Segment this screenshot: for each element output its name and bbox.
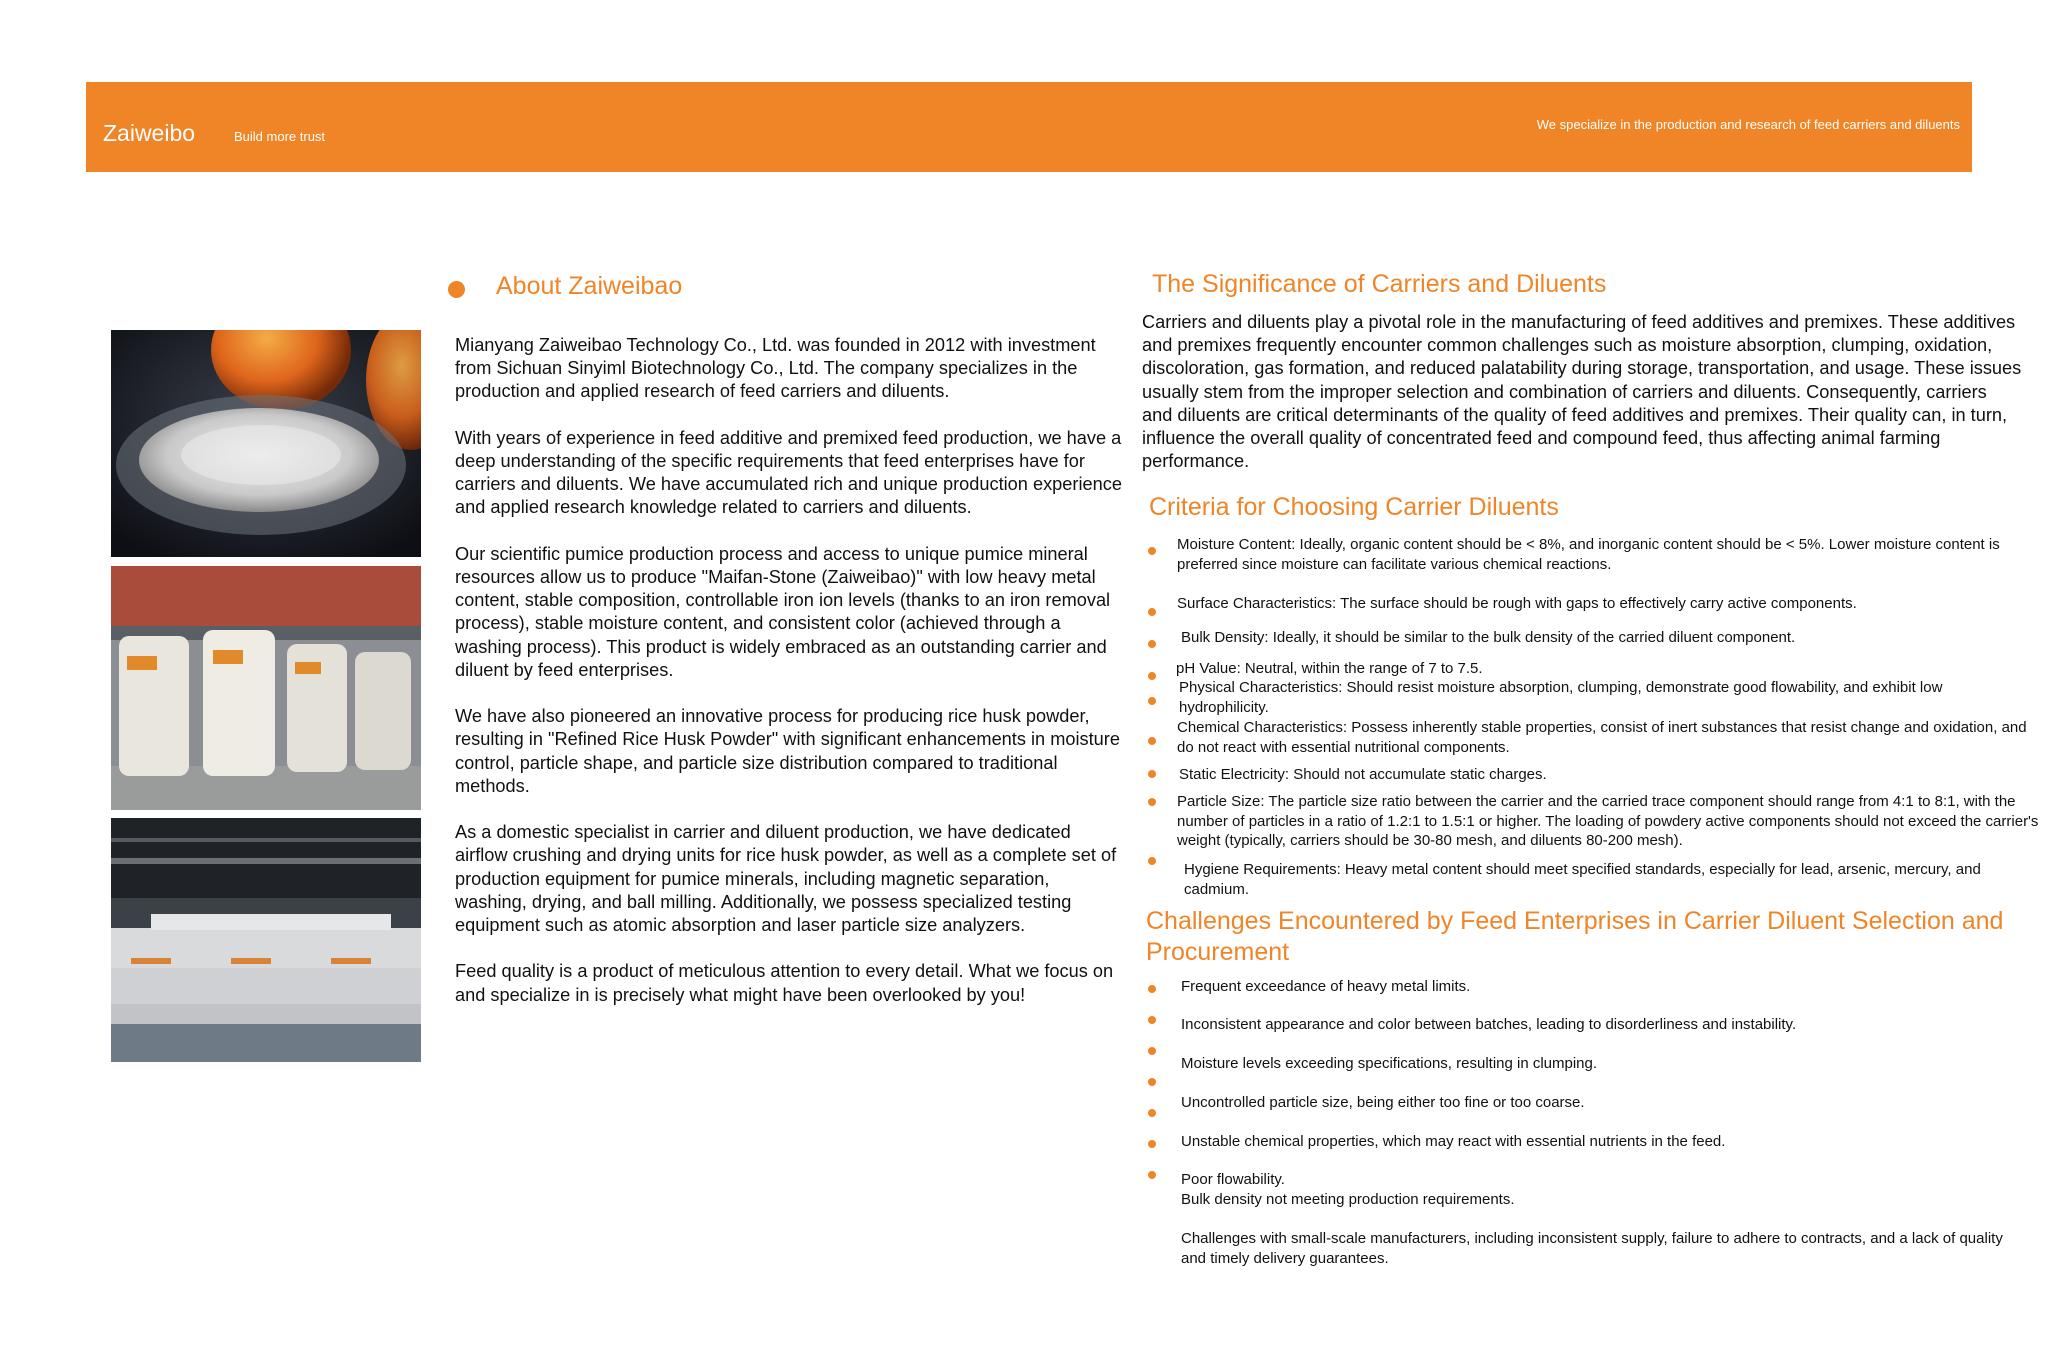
bullet-icon xyxy=(1148,798,1156,806)
challenge-item: Uncontrolled particle size, being either too fine or too coarse. xyxy=(1181,1094,1585,1111)
bullet-icon xyxy=(1148,547,1156,555)
bullet-icon xyxy=(1148,857,1156,865)
about-paragraph: Mianyang Zaiweibao Technology Co., Ltd. was founded in 2012 with investment from Sichuan Sinyiml Biotechnology Co., Ltd. The company specializes in the production and applied research of feed carriers and diluents. xyxy=(455,335,1096,402)
about-body xyxy=(455,334,1125,1030)
bullet-icon xyxy=(1148,985,1156,993)
bullet-icon xyxy=(1148,672,1156,680)
criteria-title: Criteria for Choosing Carrier Diluents xyxy=(1149,493,1559,521)
criteria-item: Surface Characteristics: The surface should be rough with gaps to effectively carry active components. xyxy=(1177,595,1857,612)
significance-body: Carriers and diluents play a pivotal role in the manufacturing of feed additives and premixes. These additives and premixes frequently encounter common challenges such as moisture absorption, clumping, oxidation, discoloration, gas formation, and reduced palatability during storage, transportation, and usage. These issues usually stem from the improper selection and combination of carriers and diluents. Consequently, carriers and diluents are critical determinants of the quality of feed additives and premixes. Their quality can, in turn, influence the overall quality of concentrated feed and compound feed, thus affecting animal farming performance. xyxy=(1142,312,2022,472)
about-paragraph: We have also pioneered an innovative process for producing rice husk powder, resulting in "Refined Rice Husk Powder" with significant enhancements in moisture control, particle shape, and particle size distribution compared to traditional methods. xyxy=(455,706,1120,796)
bullet-icon xyxy=(1148,1016,1156,1024)
criteria-item: Hygiene Requirements: Heavy metal content should meet specified standards, especially for lead, arsenic, mercury, and cadmium. xyxy=(1184,861,1981,898)
bulk-bags-photo xyxy=(111,566,421,810)
challenge-item: Unstable chemical properties, which may react with essential nutrients in the feed. xyxy=(1181,1133,1726,1150)
bullet-icon xyxy=(1148,770,1156,778)
header-slogan: We specialize in the production and research of feed carriers and diluents xyxy=(1536,117,1960,132)
criteria-item: Bulk Density: Ideally, it should be similar to the bulk density of the carried diluent component. xyxy=(1181,629,1796,646)
bullet-icon xyxy=(1148,1171,1156,1179)
criteria-item: Static Electricity: Should not accumulate static charges. xyxy=(1179,766,1547,783)
powder-sample-photo xyxy=(111,330,421,557)
brand-tagline: Build more trust xyxy=(234,129,326,144)
warehouse-bags-photo xyxy=(111,818,421,1062)
bullet-icon xyxy=(1148,1109,1156,1117)
challenge-item: Inconsistent appearance and color between batches, leading to disorderliness and instability. xyxy=(1181,1016,1797,1033)
bullet-icon xyxy=(1148,737,1156,745)
criteria-item: Particle Size: The particle size ratio between the carrier and the carried trace component should range from 4:1 to 8:1, with the number of particles in a ratio of 1.2:1 to 1.5:1 or higher. The loading of powdery active components should not exceed the carrier's weight (typically, carriers should be 30-80 mesh, and diluents 80-200 mesh). xyxy=(1177,793,2039,850)
bullet-icon xyxy=(1148,640,1156,648)
criteria-item: pH Value: Neutral, within the range of 7 to 7.5. xyxy=(1176,660,1483,677)
significance-title: The Significance of Carriers and Diluents xyxy=(1152,270,1607,298)
about-title: About Zaiweibao xyxy=(496,272,683,300)
about-paragraph: Our scientific pumice production process and access to unique pumice mineral resources allow us to produce "Maifan-Stone (Zaiweibao)" with low heavy metal content, stable composition, controllable iron ion levels (thanks to an iron removal process), stable moisture content, and consistent color (achieved through a washing process). This product is widely embraced as an outstanding carrier and diluent by feed enterprises. xyxy=(455,543,1111,680)
brand-name: Zaiweibo xyxy=(103,120,196,146)
about-paragraph: With years of experience in feed additive and premixed feed production, we have a deep understanding of the specific requirements that feed enterprises have for carriers and diluents. We have accumulated rich and unique production experience and applied research knowledge related to carriers and diluents. xyxy=(455,427,1122,518)
about-paragraph: As a domestic specialist in carrier and diluent production, we have dedicated airflow crushing and drying units for rice husk powder, as well as a complete set of production equipment for pumice minerals, including magnetic separation, washing, drying, and ball milling. Additionally, we possess specialized testing equipment such as atomic absorption and laser particle size analyzers. xyxy=(455,822,1117,936)
bullet-icon xyxy=(1148,1047,1156,1055)
bullet-icon xyxy=(1148,1140,1156,1148)
challenge-item: Bulk density not meeting production requirements. xyxy=(1181,1191,1515,1208)
challenges-title: Challenges Encountered by Feed Enterprises in Carrier Diluent Selection and Procurement xyxy=(1146,907,2004,967)
criteria-item: Moisture Content: Ideally, organic content should be < 8%, and inorganic content should be < 5%. Lower moisture content is preferred since moisture can facilitate various chemical reactions. xyxy=(1177,536,2000,573)
challenge-item: Challenges with small-scale manufacturers, including inconsistent supply, failure to adhere to contracts, and a lack of quality and timely delivery guarantees. xyxy=(1181,1230,2003,1267)
challenge-item: Moisture levels exceeding specifications, resulting in clumping. xyxy=(1181,1055,1598,1072)
criteria-item: Chemical Characteristics: Possess inherently stable properties, consist of inert substances that resist change and oxidation, and do not react with essential nutritional components. xyxy=(1177,719,2027,756)
criteria-item: Physical Characteristics: Should resist moisture absorption, clumping, demonstrate good flowability, and exhibit low hydrophilicity. xyxy=(1179,679,1943,716)
challenge-item: Frequent exceedance of heavy metal limits. xyxy=(1181,978,1471,995)
section-bullet-icon xyxy=(448,281,465,298)
header-banner xyxy=(86,82,1972,172)
bullet-icon xyxy=(1148,697,1156,705)
bullet-icon xyxy=(1148,608,1156,616)
bullet-icon xyxy=(1148,1078,1156,1086)
about-paragraph: Feed quality is a product of meticulous attention to every detail. What we focus on and specialize in is precisely what might have been overlooked by you! xyxy=(455,961,1114,1005)
challenge-item: Poor flowability. xyxy=(1181,1171,1285,1188)
